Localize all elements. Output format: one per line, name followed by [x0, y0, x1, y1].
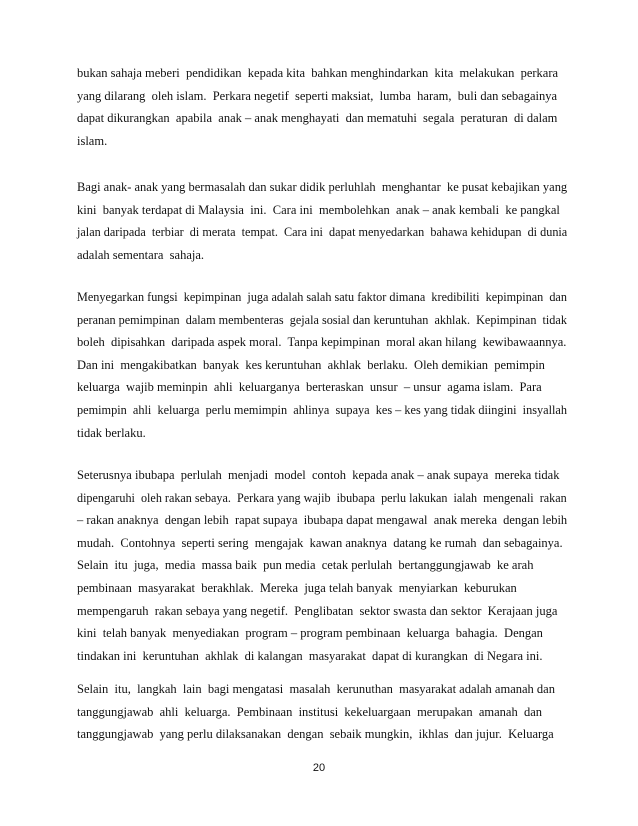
page-number: 20: [312, 762, 326, 774]
paragraph-3: [77, 286, 567, 444]
text-line: peranan pemimpinan dalam membenteras gejala sosial dan keruntuhan akhlak. Kepimpinan tidak: [77, 312, 567, 327]
text-line: mempengaruh rakan sebaya yang negetif. Penglibatan sektor swasta dan sektor Kerajaan juga: [77, 603, 558, 618]
text-line: Dan ini mengakibatkan banyak kes keruntuhan akhlak berlaku. Oleh demikian pemimpin: [77, 357, 545, 372]
paragraph-5: [77, 678, 567, 746]
text-line: dipengaruhi oleh rakan sebaya. Perkara yang wajib ibubapa perlu lakukan ialah mengenali rakan: [77, 490, 567, 505]
text-line: islam.: [77, 133, 108, 148]
text-line: bukan sahaja meberi pendidikan kepada kita bahkan menghindarkan kita melakukan perkara: [77, 66, 559, 80]
text-line: – rakan anaknya dengan lebih rapat supaya ibubapa dapat mengawal anak mereka dengan lebih: [77, 513, 568, 528]
text-line: Seterusnya ibubapa perlulah menjadi model contoh kepada anak – anak supaya mereka tidak: [77, 468, 560, 482]
text-line: Selain itu, langkah lain bagi mengatasi masalah kerunuthan masyarakat adalah amanah dan: [77, 682, 555, 696]
text-line: tidak berlaku.: [77, 425, 146, 440]
text-line: mudah. Contohnya seperti sering mengajak kawan anaknya datang ke rumah dan sebagainya.: [77, 535, 563, 550]
text-line: tanggungjawab ahli keluarga. Pembinaan institusi kekeluargaan merupakan amanah dan: [77, 704, 543, 719]
text-line: kini banyak terdapat di Malaysia ini. Cara ini membolehkan anak – anak kembali ke pangkal: [77, 202, 560, 217]
paragraph-4: [77, 464, 567, 667]
paragraph-2: [77, 176, 567, 266]
text-line: tanggungjawab yang perlu dilaksanakan dengan sebaik mungkin, ikhlas dan jujur. Keluarga: [77, 727, 554, 742]
text-line: pembinaan masyarakat berakhlak. Mereka juga telah banyak menyiarkan keburukan: [77, 580, 517, 595]
text-line: tindakan ini keruntuhan akhlak di kalangan masyarakat dapat di kurangkan di Negara ini.: [77, 648, 543, 663]
text-line: boleh dipisahkan daripada aspek moral. Tanpa kepimpinan moral akan hilang kewibawaannya.: [77, 335, 567, 350]
text-line: dapat dikurangkan apabila anak – anak menghayati dan mematuhi segala peraturan di dalam: [77, 111, 558, 126]
text-line: pemimpin ahli keluarga perlu memimpin ahlinya supaya kes – kes yang tidak diingini insyallah: [77, 402, 568, 417]
text-line: yang dilarang oleh islam. Perkara negetif seperti maksiat, lumba haram, buli dan sebagainya: [77, 88, 558, 103]
text-line: kini telah banyak menyediakan program – program pembinaan keluarga bahagia. Dengan: [77, 626, 543, 641]
paragraph-1: [77, 62, 567, 152]
text-line: jalan daripada terbiar di merata tempat. Cara ini dapat menyedarkan bahawa kehidupan di dunia: [77, 225, 568, 240]
text-line: Menyegarkan fungsi kepimpinan juga adalah salah satu faktor dimana kredibiliti kepimpinan dan: [77, 290, 567, 304]
text-line: Selain itu juga, media massa baik pun media cetak perlulah bertanggungjawab ke arah: [77, 558, 534, 573]
text-line: Bagi anak- anak yang bermasalah dan sukar didik perluhlah menghantar ke pusat kebajikan yang: [77, 180, 568, 194]
text-line: adalah sementara sahaja.: [77, 247, 205, 262]
text-line: keluarga wajib meminpin ahli keluarganya berteraskan unsur – unsur agama islam. Para: [77, 380, 542, 395]
